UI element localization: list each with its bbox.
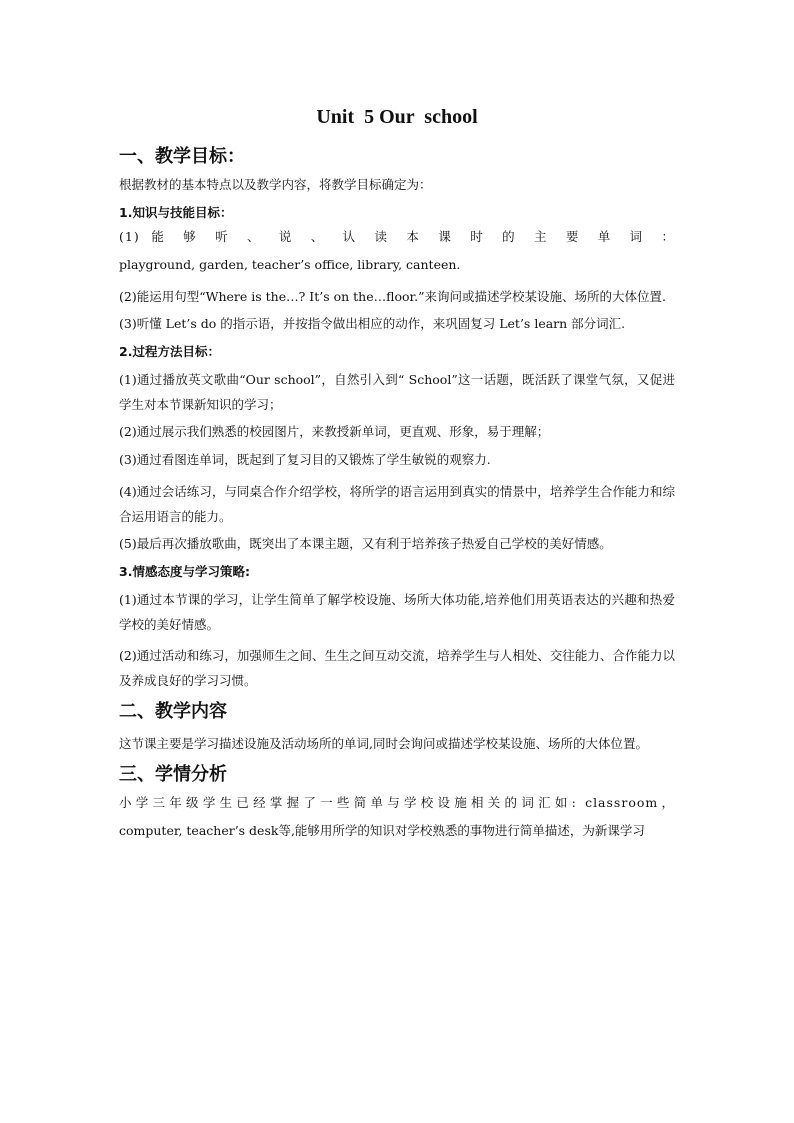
knowledge-item-2: (2)能运用句型“Where is the…? It’s on the…floor.”来询问或描述学校某设施、场所的大体位置.	[119, 289, 666, 304]
learner-analysis-line-1: 小学三年级学生已经掌握了一些简单与学校设施相关的词汇如: classroom，	[119, 795, 675, 810]
emotion-item-1: (1)通过本节课的学习，让学生简单了解学校设施、场所大体功能,培养他们用英语表达的兴趣和热爱学校的美好情感。	[119, 592, 675, 632]
subheading-knowledge-skills: 1.知识与技能目标：	[119, 205, 233, 220]
document-body	[119, 104, 675, 850]
section-heading-teaching-objectives: 一、教学目标：	[119, 146, 245, 167]
learner-analysis-line-2: computer, teacher’s desk等,能够用所学的知识对学校熟悉的事物进行简单描述，为新课学习	[119, 823, 645, 838]
section-heading-teaching-content: 二、教学内容	[119, 701, 227, 722]
knowledge-item-3: (3)听懂 Let’s do 的指示语，并按指令做出相应的动作，来巩固复习 Let’s learn 部分词汇.	[119, 316, 626, 331]
document-title: Unit 5 Our school	[316, 106, 478, 128]
section-heading-learner-analysis: 三、学情分析	[119, 764, 227, 785]
knowledge-item-1-line-1: (1) 能 够 听 、 说 、 认 读 本 课 时 的 主 要 单 词 ：	[119, 229, 675, 244]
teaching-content-body: 这节课主要是学习描述设施及活动场所的单词,同时会询问或描述学校某设施、场所的大体位置。	[119, 736, 648, 751]
process-item-4: (4)通过会话练习，与同桌合作介绍学校，将所学的语言运用到真实的情景中，培养学生合作能力和综合运用语言的能力。	[119, 484, 675, 524]
knowledge-item-1-line-2: playground, garden, teacher’s office, library, canteen.	[119, 257, 461, 272]
emotion-item-2: (2)通过活动和练习，加强师生之间、生生之间互动交流，培养学生与人相处、交往能力、合作能力以及养成良好的学习习惯。	[119, 648, 675, 688]
process-item-2: (2)通过展示我们熟悉的校园图片，来教授新单词，更直观、形象，易于理解；	[119, 424, 550, 439]
subheading-process-method: 2.过程方法目标：	[119, 344, 220, 359]
objectives-intro: 根据教材的基本特点以及教学内容，将教学目标确定为：	[119, 177, 432, 192]
process-item-3: (3)通过看图连单词，既起到了复习目的又锻炼了学生敏锐的观察力.	[119, 452, 491, 467]
subheading-emotion-attitude: 3.情感态度与学习策略:	[119, 564, 250, 579]
process-item-5: (5)最后再次播放歌曲，既突出了本课主题，又有利于培养孩子热爱自己学校的美好情感。	[119, 536, 612, 551]
process-item-1: (1)通过播放英文歌曲“Our school”，自然引入到“ School”这一话题，既活跃了课堂气氛，又促进学生对本节课新知识的学习；	[119, 372, 675, 412]
